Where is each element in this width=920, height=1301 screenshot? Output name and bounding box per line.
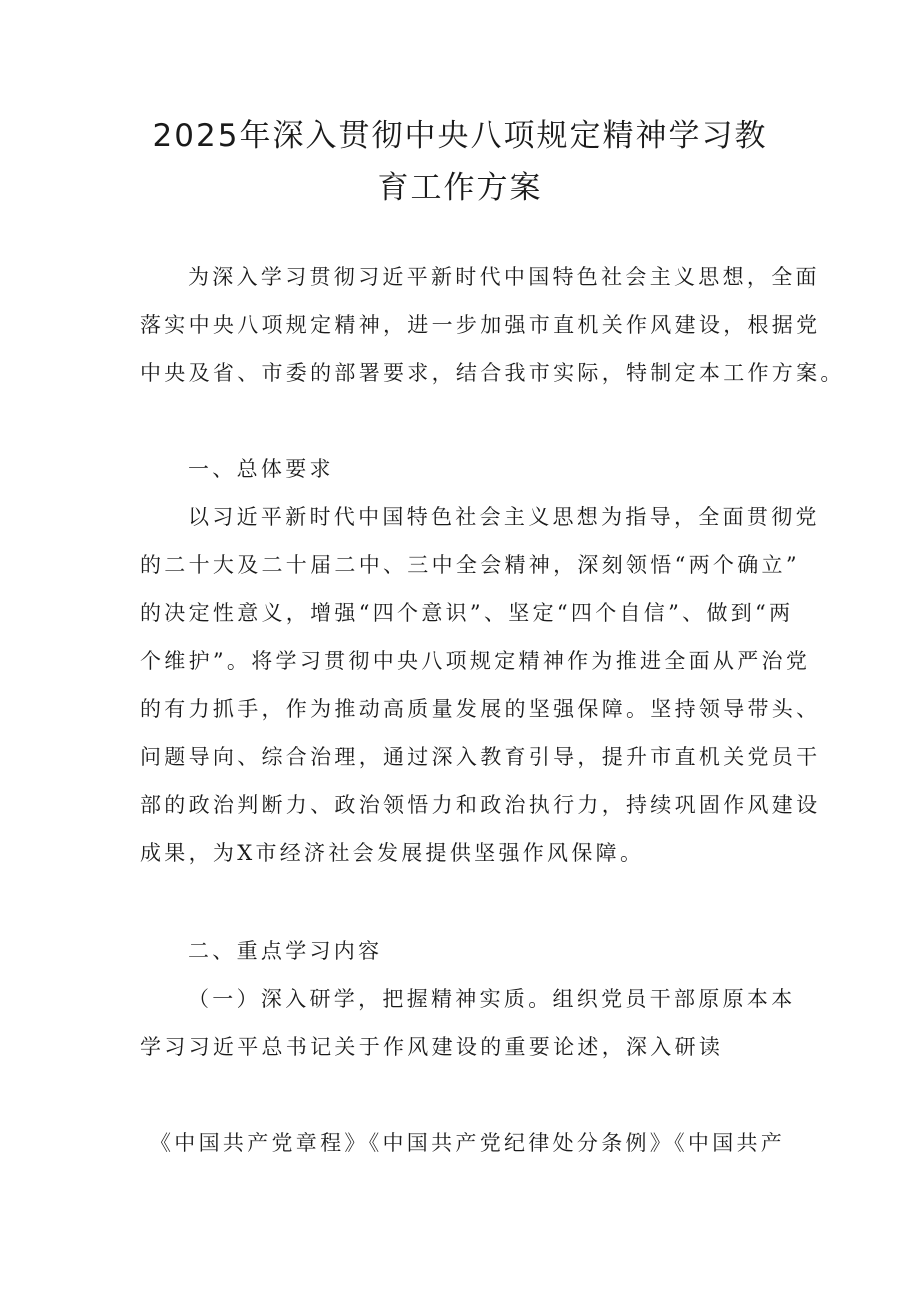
- section-2-heading: 二、重点学习内容: [188, 939, 383, 963]
- document-title-line-1: 2025年深入贯彻中央八项规定精神学习教: [152, 118, 768, 154]
- intro-line-2: 落实中央八项规定精神，进一步加强市直机关作风建设，根据党: [140, 313, 821, 337]
- section-2-books-line: 《中国共产党章程》《中国共产党纪律处分条例》《中国共产: [150, 1131, 786, 1155]
- section-2-item-1-line-2: 学习习近平总书记关于作风建设的重要论述，深入研读: [140, 1035, 724, 1059]
- intro-line-3: 中央及省、市委的部署要求，结合我市实际，特制定本工作方案。: [140, 361, 845, 385]
- section-1-heading: 一、总体要求: [188, 457, 334, 481]
- section-1-line-5: 的有力抓手，作为推动高质量发展的坚强保障。坚持领导带头、: [140, 697, 821, 721]
- section-2-item-1-line-1: （一）深入研学，把握精神实质。组织党员干部原原本本: [188, 987, 796, 1011]
- intro-line-1: 为深入学习贯彻习近平新时代中国特色社会主义思想，全面: [188, 265, 820, 289]
- section-1-line-1: 以习近平新时代中国特色社会主义思想为指导，全面贯彻党: [188, 505, 820, 529]
- section-1-line-6: 问题导向、综合治理，通过深入教育引导，提升市直机关党员干: [140, 745, 821, 769]
- section-1-line-4: 个维护”。将学习贯彻中央八项规定精神作为推进全面从严治党: [140, 649, 811, 673]
- section-1-line-7: 部的政治判断力、政治领悟力和政治执行力，持续巩固作风建设: [140, 793, 821, 817]
- document-title-line-2: 育工作方案: [377, 170, 543, 206]
- section-1-line-8: 成果，为X市经济社会发展提供坚强作风保障。: [140, 841, 645, 865]
- section-1-line-2: 的二十大及二十届二中、三中全会精神，深刻领悟“两个确立”: [140, 553, 800, 577]
- section-1-line-3: 的决定性意义，增强“四个意识”、坚定“四个自信”、做到“两: [140, 601, 794, 625]
